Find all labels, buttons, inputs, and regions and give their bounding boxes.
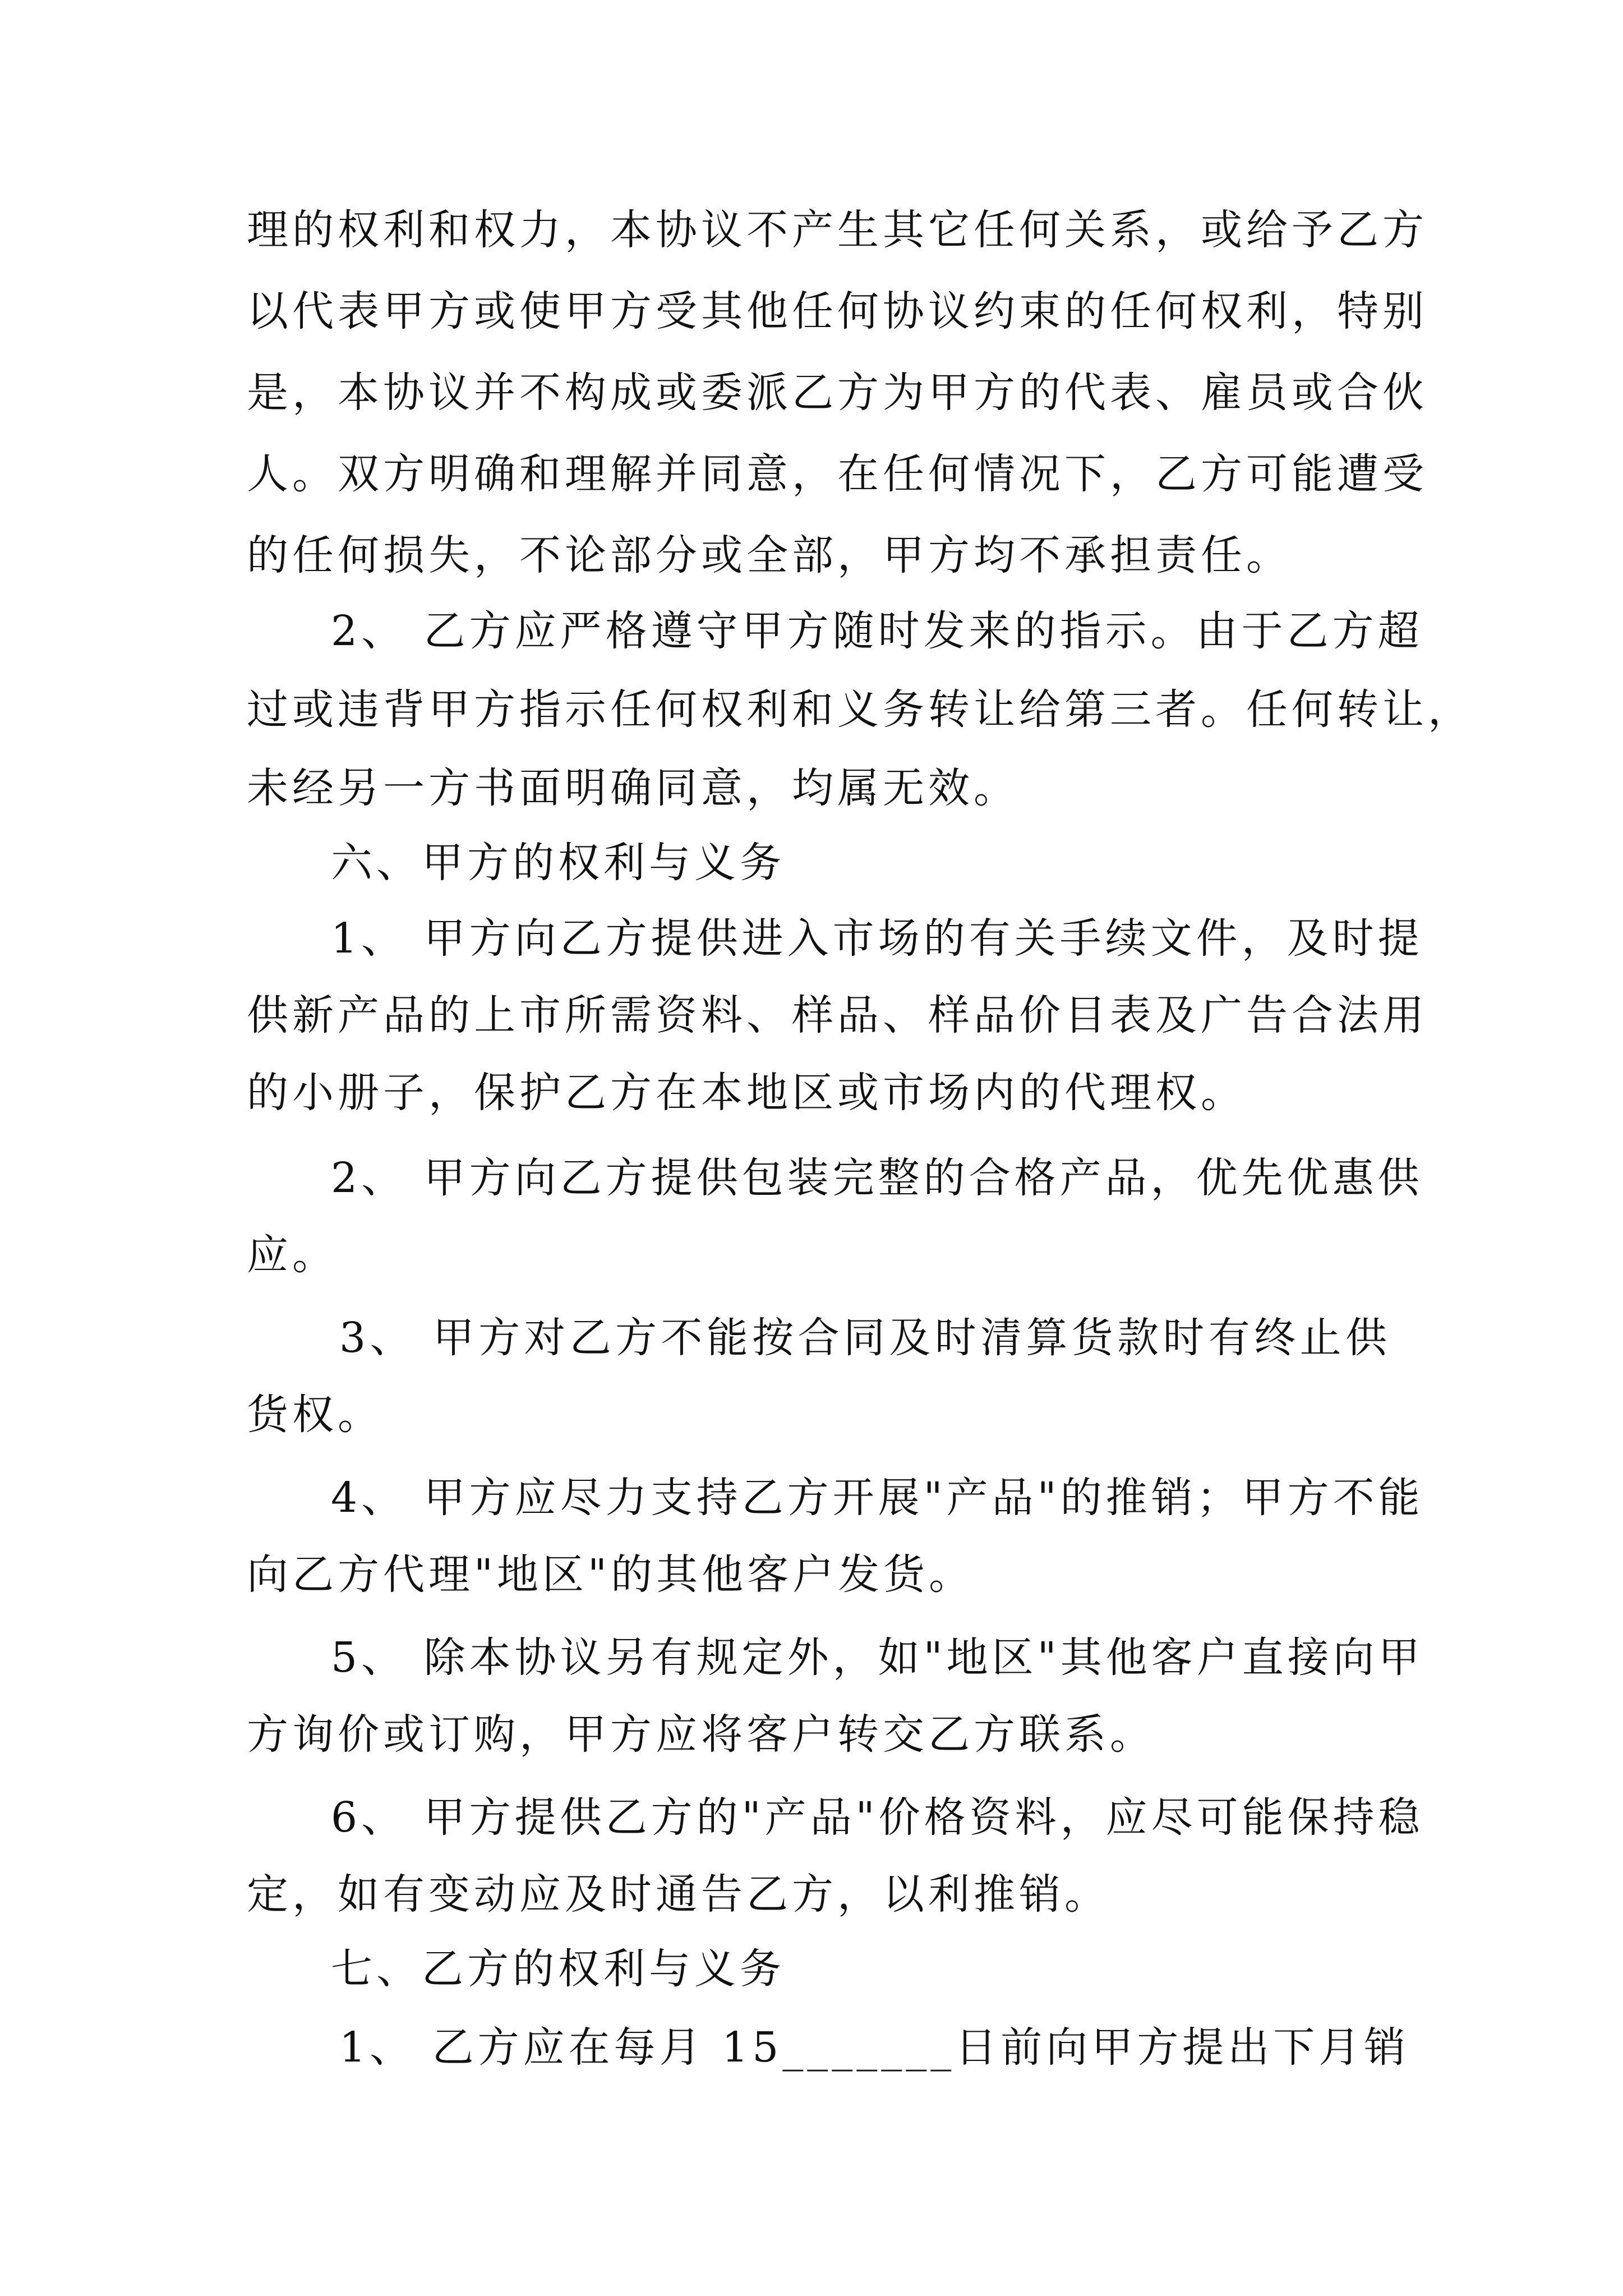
paragraph-line: 是，本协议并不构成或委派乙方为甲方的代表、雇员或合伙: [247, 369, 1428, 417]
paragraph-line: 的小册子，保护乙方在本地区或市场内的代理权。: [247, 1069, 1246, 1117]
section-heading: 六、甲方的权利与义务: [331, 839, 785, 887]
paragraph-line: 应。: [247, 1231, 338, 1279]
paragraph-line: 3、 甲方对乙方不能按合同及时清算货款时有终止供: [339, 1314, 1391, 1362]
paragraph-line: 4、 甲方应尽力支持乙方开展"产品"的推销；甲方不能: [331, 1474, 1424, 1522]
paragraph-line: 方询价或订购，甲方应将客户转交乙方联系。: [247, 1710, 1155, 1759]
paragraph-line: 货权。: [247, 1391, 383, 1439]
paragraph-line: 2、 乙方应严格遵守甲方随时发来的指示。由于乙方超: [331, 607, 1423, 655]
paragraph-line: 以代表甲方或使甲方受其他任何协议约束的任何权利，特别: [247, 287, 1428, 335]
paragraph-line: 供新产品的上市所需资料、样品、样品价目表及广告合法用: [247, 991, 1428, 1039]
paragraph-line: 2、 甲方向乙方提供包装完整的合格产品，优先优惠供: [331, 1154, 1423, 1202]
paragraph-line: 1、 乙方应在每月 15_______日前向甲方提出下月销: [339, 2023, 1410, 2072]
paragraph-line: 向乙方代理"地区"的其他客户发货。: [247, 1550, 975, 1599]
paragraph-line: 未经另一方书面明确同意，均属无效。: [247, 764, 1019, 812]
paragraph-line: 5、 除本协议另有规定外，如"地区"其他客户直接向甲: [331, 1634, 1424, 1682]
paragraph-line: 过或违背甲方指示任何权利和义务转让给第三者。任何转让，: [247, 685, 1473, 734]
paragraph-line: 人。双方明确和理解并同意，在任何情况下，乙方可能遭受: [247, 450, 1428, 498]
section-heading: 七、乙方的权利与义务: [331, 1945, 785, 1993]
paragraph-line: 6、 甲方提供乙方的"产品"价格资料，应尽可能保持稳: [331, 1793, 1424, 1842]
paragraph-line: 理的权利和权力，本协议不产生其它任何关系，或给予乙方: [247, 206, 1428, 254]
paragraph-line: 定，如有变动应及时通告乙方，以利推销。: [247, 1870, 1110, 1918]
paragraph-line: 的任何损失，不论部分或全部，甲方均不承担责任。: [247, 531, 1292, 579]
paragraph-line: 1、 甲方向乙方提供进入市场的有关手续文件，及时提: [331, 914, 1423, 963]
